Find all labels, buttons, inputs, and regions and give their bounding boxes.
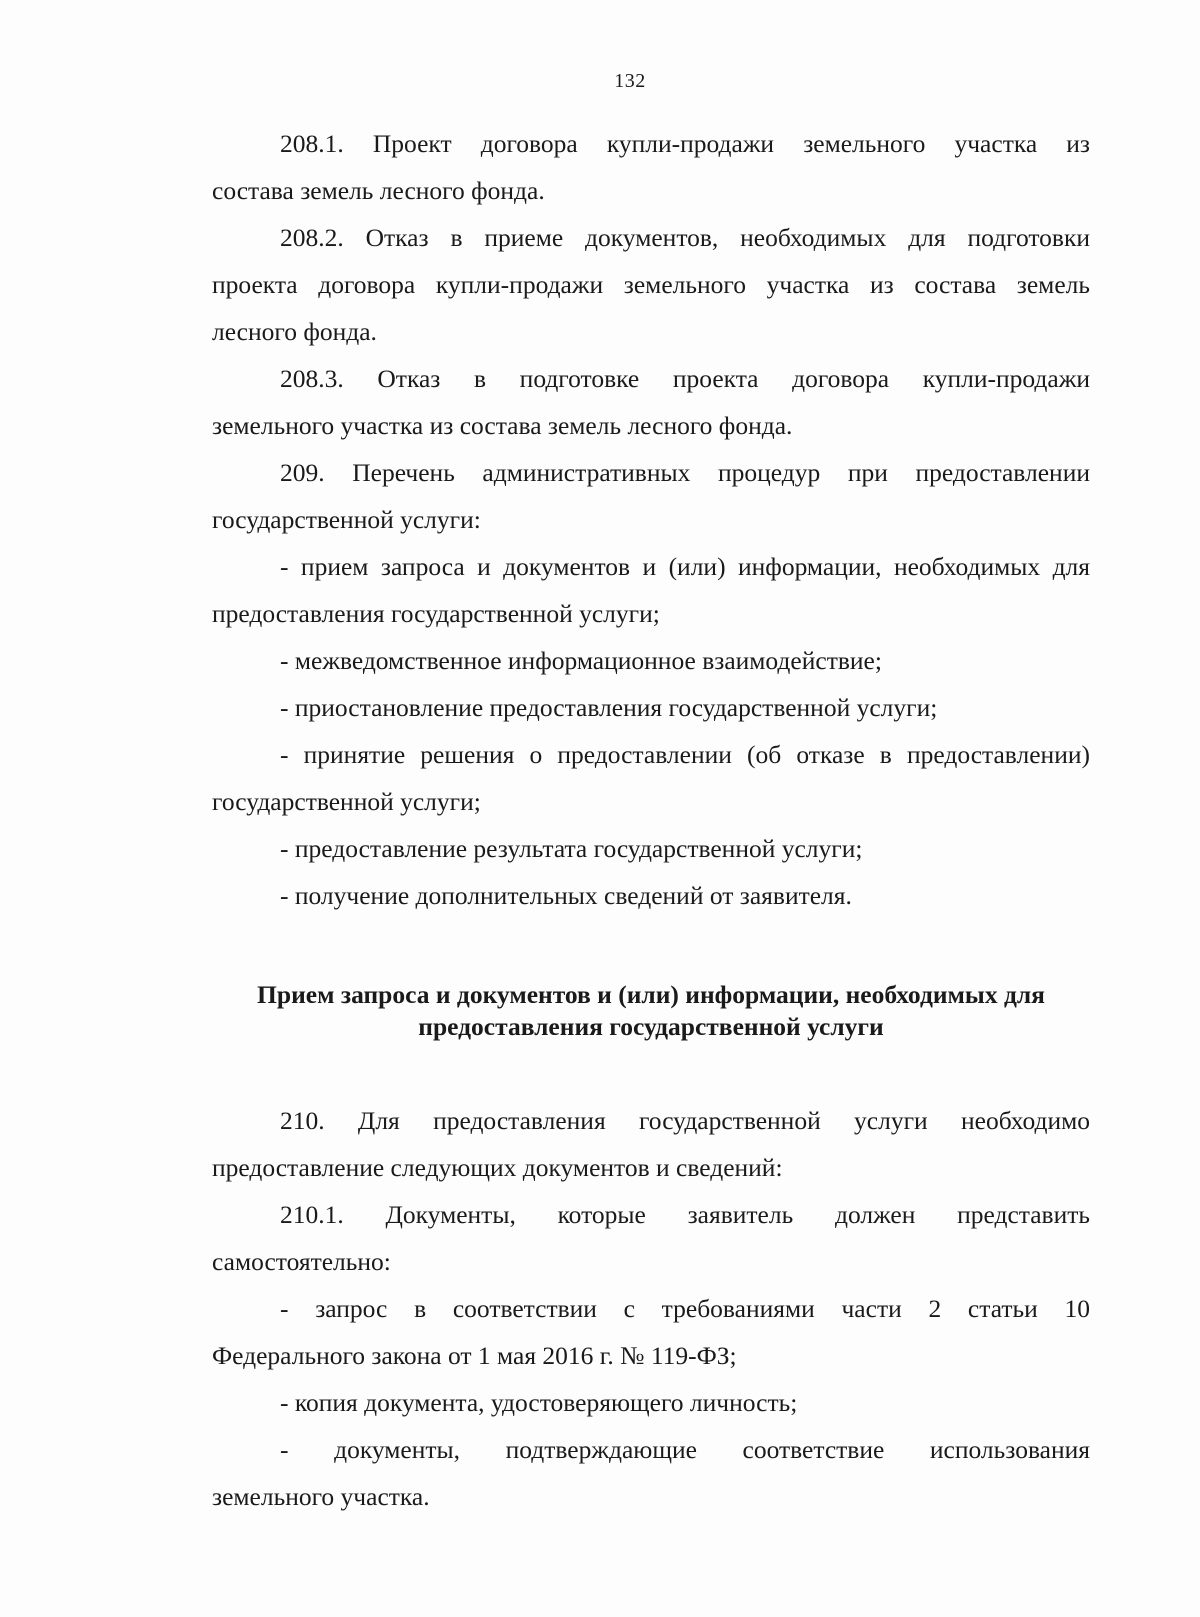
paragraph-line: государственной услуги: <box>212 505 481 534</box>
paragraph-210-1-item-3 <box>212 1426 1090 1520</box>
paragraph-line: государственной услуги; <box>212 787 481 816</box>
paragraph-line: земельного участка. <box>212 1482 430 1511</box>
top-section <box>212 120 1090 919</box>
paragraph-209-item-5 <box>212 825 1090 872</box>
paragraph-line: - запрос в соответствии с требованиями части 2 статьи 10 <box>280 1294 1090 1323</box>
paragraph-line: 208.3. Отказ в подготовке проекта договора купли-продажи <box>280 364 1090 393</box>
paragraph-208-3 <box>212 355 1090 449</box>
paragraph-line: - получение дополнительных сведений от заявителя. <box>280 881 852 910</box>
paragraph-line: 209. Перечень административных процедур при предоставлении <box>280 458 1090 487</box>
paragraph-209-item-1 <box>212 543 1090 637</box>
paragraph-line: самостоятельно: <box>212 1247 391 1276</box>
paragraph-line: предоставления государственной услуги; <box>212 599 660 628</box>
section-heading <box>212 979 1090 1043</box>
paragraph-line: - межведомственное информационное взаимодействие; <box>280 646 882 675</box>
section-heading-line-1: Прием запроса и документов и (или) информации, необходимых для <box>257 980 1045 1009</box>
paragraph-line: 210.1. Документы, которые заявитель должен представить <box>280 1200 1090 1229</box>
paragraph-210 <box>212 1097 1090 1191</box>
paragraph-line: состава земель лесного фонда. <box>212 176 545 205</box>
paragraph-line: земельного участка из состава земель лесного фонда. <box>212 411 793 440</box>
paragraph-line: - копия документа, удостоверяющего личность; <box>280 1388 798 1417</box>
paragraph-208-1 <box>212 120 1090 214</box>
paragraph-209-item-3 <box>212 684 1090 731</box>
paragraph-line: предоставление следующих документов и сведений: <box>212 1153 783 1182</box>
paragraph-line: 208.2. Отказ в приеме документов, необходимых для подготовки <box>280 223 1090 252</box>
document-body <box>212 120 1090 1520</box>
paragraph-210-1 <box>212 1191 1090 1285</box>
paragraph-line: - прием запроса и документов и (или) информации, необходимых для <box>280 552 1090 581</box>
paragraph-line: Федерального закона от 1 мая 2016 г. № 119-ФЗ; <box>212 1341 737 1370</box>
paragraph-210-1-item-2 <box>212 1379 1090 1426</box>
paragraph-line: 210. Для предоставления государственной услуги необходимо <box>280 1106 1090 1135</box>
paragraph-line: проекта договора купли-продажи земельного участка из состава земель <box>212 270 1090 299</box>
paragraph-line: лесного фонда. <box>212 317 377 346</box>
section-heading-line-2: предоставления государственной услуги <box>418 1012 884 1041</box>
paragraph-210-1-item-1 <box>212 1285 1090 1379</box>
paragraph-209 <box>212 449 1090 543</box>
bottom-section <box>212 1097 1090 1520</box>
paragraph-209-item-2 <box>212 637 1090 684</box>
page-number: 132 <box>614 70 646 92</box>
paragraph-line: - предоставление результата государственной услуги; <box>280 834 863 863</box>
paragraph-line: 208.1. Проект договора купли-продажи земельного участка из <box>280 129 1090 158</box>
paragraph-line: - документы, подтверждающие соответствие использования <box>280 1435 1090 1464</box>
paragraph-208-2 <box>212 214 1090 355</box>
paragraph-line: - принятие решения о предоставлении (об отказе в предоставлении) <box>280 740 1090 769</box>
paragraph-209-item-4 <box>212 731 1090 825</box>
paragraph-209-item-6 <box>212 872 1090 919</box>
paragraph-line: - приостановление предоставления государственной услуги; <box>280 693 938 722</box>
